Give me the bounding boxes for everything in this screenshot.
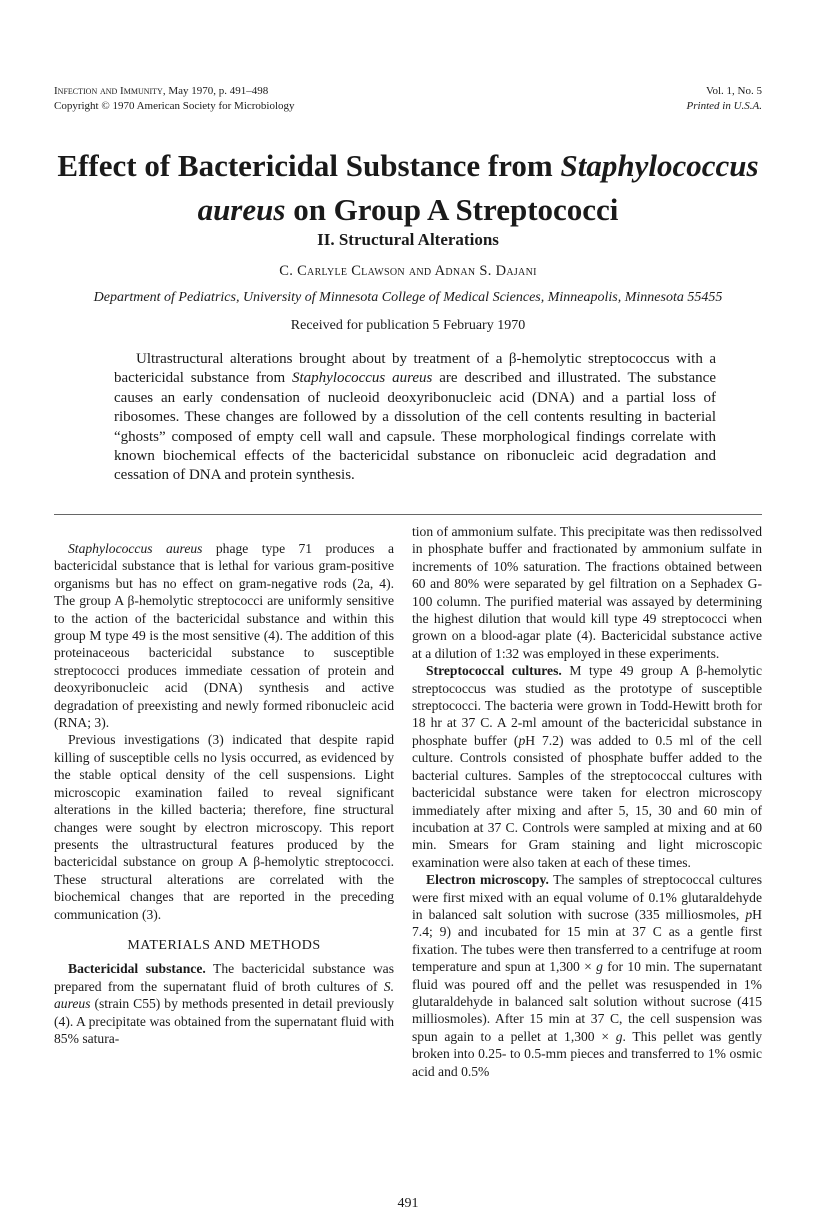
intro-paragraph-1 xyxy=(54,540,394,731)
run-in-heading: Bactericidal substance. xyxy=(68,961,206,977)
right-column xyxy=(412,523,762,1080)
paragraph-text: H 7.4; 9) and incubated for 15 min at 37 C as a gentle first fixation. The tubes were then transferred to a centrifuge at room temperature and spun at 1,300 × xyxy=(412,906,762,975)
author-conjunction: and xyxy=(404,263,435,279)
copyright-line: Copyright © 1970 American Society for Microbiology xyxy=(54,100,295,112)
electron-microscopy-paragraph xyxy=(412,871,762,1080)
gravity-symbol: g xyxy=(596,959,603,975)
printed-in: Printed in U.S.A. xyxy=(686,100,762,112)
ph-italic: p xyxy=(518,732,526,748)
intro-paragraph-2: Previous investigations (3) indicated that despite rapid killing of susceptible cells no lysis occurred, as evidenced by the stable optical density of the cell suspensions. Light microscopic examination failed to reveal significant alterations in the killed bacteria; therefore, fine structural changes were sought by electron microscopy. This report presents the ultrastructural features produced by the bactericidal substance on group A β-hemolytic streptococci. These structural alterations are correlated with the biochemical changes that are reported in the preceding communication (3). xyxy=(54,732,394,922)
paragraph-text: M type 49 group A β-hemolytic streptococcus was studied as the prototype of susceptible streptococci. The bacteria were grown in Todd-Hewitt broth for 18 hr at 37 C. A 2-ml amount of the bactericidal substance in phosphate buffer ( xyxy=(412,663,762,748)
journal-name: Infection and Immunity xyxy=(54,85,163,97)
bactericidal-substance-paragraph xyxy=(54,960,394,1047)
species-name: Staphylococcus aureus xyxy=(68,541,203,556)
citation-pages: , May 1970, p. 491–498 xyxy=(162,85,269,97)
paragraph-text: The samples of streptococcal cultures were first mixed with an equal volume of 0.1% glutaraldehyde in balanced salt solution with sucrose (335 milliosmoles, xyxy=(412,872,762,922)
journal-citation xyxy=(54,84,268,98)
gravity-symbol: g xyxy=(615,1028,623,1044)
species-name: S. aureus xyxy=(54,978,394,1012)
abstract-species: Staphylococcus aureus xyxy=(291,370,433,387)
run-in-heading: Streptococcal cultures. xyxy=(426,663,562,679)
paragraph-text: . This pellet was gently broken into 0.25- to 0.5-mm pieces and transferred to 1% osmic acid and 0.5% xyxy=(412,1028,762,1079)
volume-issue: Vol. 1, No. 5 xyxy=(705,85,762,97)
paragraph-text: The bactericidal substance was prepared from the supernatant fluid of broth cultures of xyxy=(54,961,394,994)
paragraph-text: for 10 min. The supernatant fluid was poured off and the pellet was resuspended in 1% glutaraldehyde in balanced salt solution without sucrose (415 milliosmoles). After 15 min at 37 C, the cell suspension was spun again to a pellet at 1,300 × xyxy=(412,959,762,1044)
title-species: Staphylococcus aureus xyxy=(197,148,759,227)
title-text-1: Effect of Bactericidal Substance from xyxy=(57,148,561,183)
page-number: 491 xyxy=(397,1196,419,1211)
affiliation: Department of Pediatrics, University of Minnesota College of Medical Sciences, Minneapolis, Minnesota 55455 xyxy=(93,290,723,305)
streptococcal-cultures-paragraph xyxy=(412,662,762,871)
author-2: Adnan S. Dajani xyxy=(434,263,537,279)
title-text-2: on Group A Streptococci xyxy=(285,192,619,227)
continued-paragraph: tion of ammonium sulfate. This precipitate was then redissolved in phosphate buffer and fractionated by ammonium sulfate in increments of 10% saturation. The fractions obtained between 60 and 80% were separated by gel filtration on a Sephadex G-100 column. The purified material was assayed by determining the highest dilution that would kill type 49 streptococci when grown on a blood-agar plate (4). Bactericidal substance active at a dilution of 1:32 was employed in these experiments. xyxy=(412,524,762,661)
section-divider xyxy=(54,514,762,515)
author-1: C. Carlyle Clawson xyxy=(279,263,405,279)
abstract-text-1: Ultrastructural alterations brought about by treatment of a β-hemolytic streptococcus with a bactericidal substance from xyxy=(114,351,716,387)
abstract-text-2: are described and illustrated. The substance causes an early condensation of nucleoid deoxyribonucleic acid (DNA) and a partial loss of ribosomes. These changes are followed by a dissolution of the cell contents resulting in bacterial “ghosts” composed of empty cell wall and capsule. These morphological findings correlate with known biochemical effects of the bactericidal substance on ribonucleic acid degradation and cessation of DNA and protein synthesis. xyxy=(114,370,716,484)
paragraph-text: phage type 71 produces a bactericidal substance that is lethal for various gram-positive organisms but has no effect on gram-negative rods (2a, 4). The group A β-hemolytic streptococci are uniformly sensitive to the action of the bactericidal substance and within this group M type 49 is the most sensitive (4). The addition of this proteinaceous bactericidal substance to susceptible streptococci produces immediate cessation of protein and deoxyribonucleic acid (DNA) synthesis and active degradation of preexisting and newly formed ribonucleic acid (RNA; 3). xyxy=(54,541,394,731)
abstract xyxy=(114,350,716,486)
ph-italic: p xyxy=(745,906,753,922)
paragraph-text: (strain C55) by methods presented in detail previously (4). A precipitate was obtained from the supernatant fluid with 85% satura- xyxy=(54,996,394,1046)
section-heading-methods: MATERIALS AND METHODS xyxy=(127,937,321,953)
paragraph-text: H 7.2) was added to 0.5 ml of the cell culture. Controls consisted of phosphate buffer added to the bacterial cultures. Samples of the streptococcal cultures with bactericidal substance were taken for electron microscopy immediately after mixing and after 5, 15, 30 and 60 min of incubation at 37 C. Controls were sampled at mixing and at 60 min. Smears for Gram staining and light microscopic examination were also taken at each of these times. xyxy=(412,732,762,870)
article-title xyxy=(30,144,786,232)
received-date: Received for publication 5 February 1970 xyxy=(290,318,526,333)
left-column xyxy=(54,540,394,1047)
article-subtitle: II. Structural Alterations xyxy=(317,230,499,249)
run-in-heading: Electron microscopy. xyxy=(426,872,549,888)
author-line xyxy=(0,263,816,280)
